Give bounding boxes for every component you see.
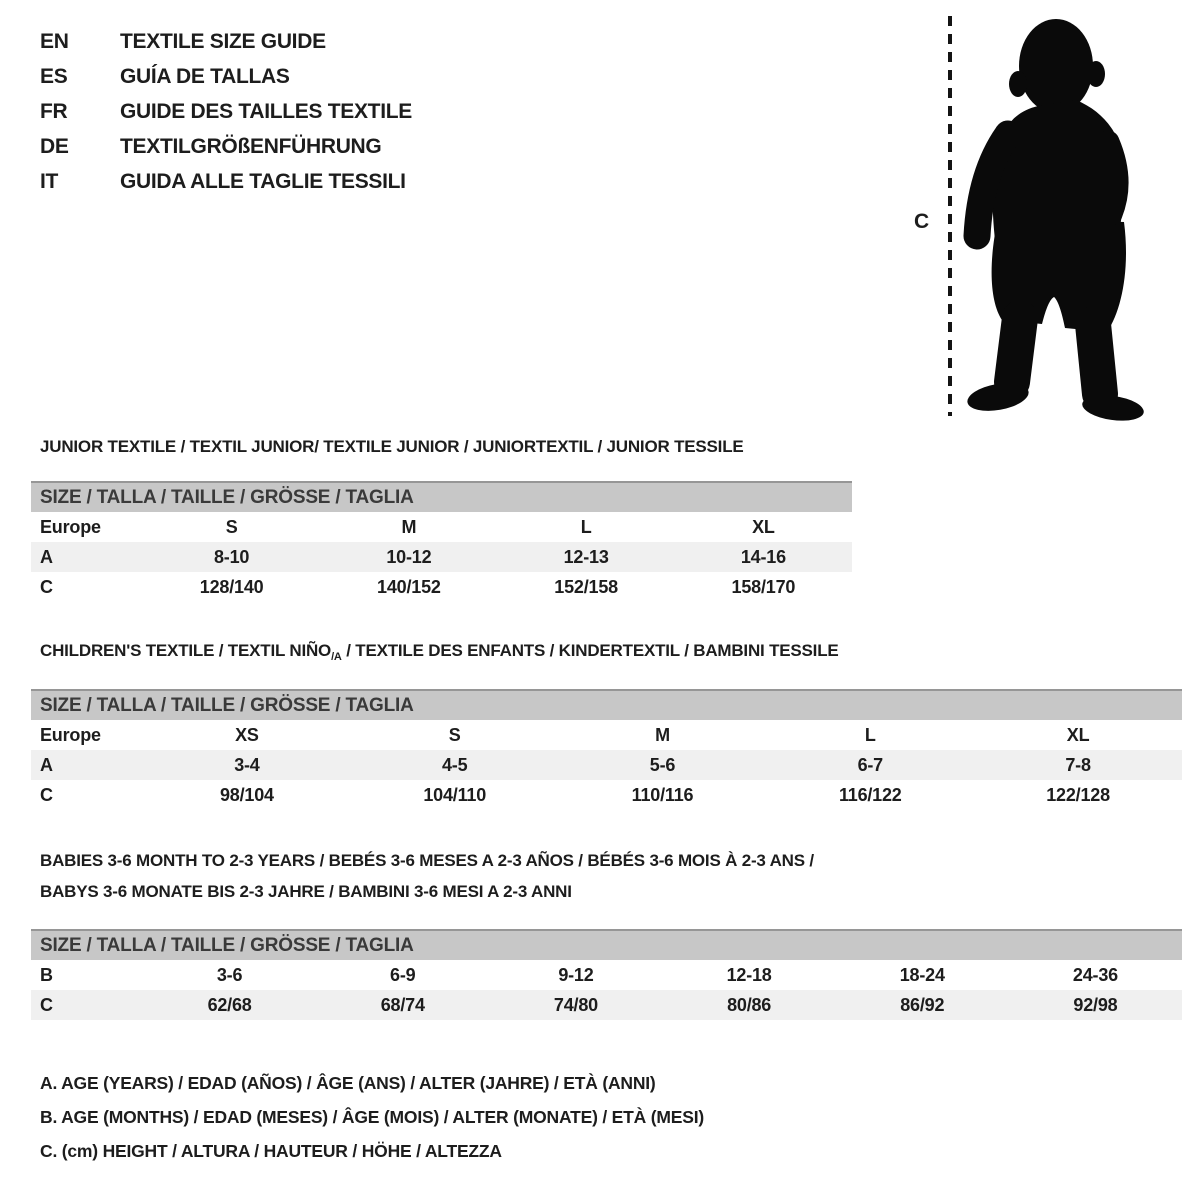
table-cell: 62/68 (207, 994, 252, 1015)
toddler-silhouette-icon (950, 10, 1146, 422)
table-cell: 3-4 (234, 754, 260, 775)
guide-title-es: GUÍA DE TALLAS (120, 64, 290, 88)
children-size-table (31, 689, 1182, 810)
table-cell: L (864, 724, 876, 745)
note-age-months: B. AGE (MONTHS) / EDAD (MESES) / ÂGE (MOIS) / ALTER (MONATE) / ETÀ (MESI) (40, 1107, 704, 1127)
table-cell: 14-16 (740, 546, 786, 567)
size-header-bar: SIZE / TALLA / TAILLE / GRÖSSE / TAGLIA (31, 481, 852, 512)
table-cell: 18-24 (899, 964, 945, 985)
lang-row-es (40, 59, 412, 94)
table-row-height (31, 780, 1182, 810)
table-cell: A (40, 546, 53, 567)
size-header-bar: SIZE / TALLA / TAILLE / GRÖSSE / TAGLIA (31, 689, 1182, 720)
guide-title-en: TEXTILE SIZE GUIDE (120, 29, 326, 53)
table-cell: 98/104 (219, 784, 274, 805)
table-cell: 3-6 (216, 964, 243, 985)
table-cell: L (580, 516, 592, 537)
table-cell: 92/98 (1073, 994, 1118, 1015)
table-cell: 110/116 (631, 784, 694, 805)
babies-heading-line1: BABIES 3-6 MONTH TO 2-3 YEARS / BEBÉS 3-6 MESES A 2-3 AÑOS / BÉBÉS 3-6 MOIS À 2-3 ANS / (40, 851, 814, 870)
children-heading-text: / TEXTILE DES ENFANTS / KINDERTEXTIL / BAMBINI TESSILE (341, 641, 839, 660)
language-title-list (40, 24, 412, 199)
guide-title-de: TEXTILGRÖßENFÜHRUNG (120, 134, 382, 158)
table-cell: 80/86 (727, 994, 772, 1015)
table-cell: Europe (40, 516, 101, 537)
table-cell: 12-18 (726, 964, 772, 985)
table-cell: C (40, 994, 53, 1015)
babies-size-table (31, 929, 1182, 1020)
children-heading-text: CHILDREN'S TEXTILE / TEXTIL NIÑO (40, 641, 332, 660)
table-cell: 10-12 (386, 546, 432, 567)
table-cell: 7-8 (1065, 754, 1091, 775)
table-cell: 128/140 (199, 576, 264, 597)
table-cell: 68/74 (380, 994, 425, 1015)
table-cell: 122/128 (1046, 784, 1110, 805)
table-row-age (31, 750, 1182, 780)
junior-size-table (31, 481, 852, 602)
table-cell: 86/92 (900, 994, 945, 1015)
lang-row-fr (40, 94, 412, 129)
table-cell: 116/122 (838, 784, 902, 805)
babies-heading-line2: BABYS 3-6 MONATE BIS 2-3 JAHRE / BAMBINI 3-6 MESI A 2-3 ANNI (40, 882, 572, 901)
size-header-bar: SIZE / TALLA / TAILLE / GRÖSSE / TAGLIA (31, 929, 1182, 960)
table-row-months (31, 960, 1182, 990)
table-cell: XL (752, 516, 775, 537)
table-cell: 6-7 (857, 754, 883, 775)
table-cell: B (40, 964, 53, 985)
table-cell: M (401, 516, 417, 537)
table-cell: 158/170 (731, 576, 796, 597)
table-cell: S (225, 516, 238, 537)
table-cell: S (448, 724, 461, 745)
table-row-sizes (31, 720, 1182, 750)
lang-row-de (40, 129, 412, 164)
table-cell: 74/80 (553, 994, 598, 1015)
table-row-age (31, 542, 852, 572)
note-height-cm: C. (cm) HEIGHT / ALTURA / HAUTEUR / HÖHE / ALTEZZA (40, 1141, 502, 1161)
lang-code: EN (40, 29, 69, 53)
table-cell: 24-36 (1072, 964, 1118, 985)
lang-code: DE (40, 134, 69, 158)
table-cell: 152/158 (554, 576, 618, 597)
table-cell: 8-10 (214, 546, 250, 567)
junior-section-heading: JUNIOR TEXTILE / TEXTIL JUNIOR/ TEXTILE JUNIOR / JUNIORTEXTIL / JUNIOR TESSILE (40, 437, 744, 456)
lang-row-it (40, 164, 412, 199)
babies-section-heading (40, 845, 814, 907)
table-cell: C (40, 576, 53, 597)
table-cell: 6-9 (390, 964, 416, 985)
lang-code: ES (40, 64, 68, 88)
table-cell: 9-12 (558, 964, 594, 985)
table-row-height (31, 990, 1182, 1020)
table-row-height (31, 572, 852, 602)
lang-code: IT (40, 169, 59, 193)
note-age-years: A. AGE (YEARS) / EDAD (AÑOS) / ÂGE (ANS) / ALTER (JAHRE) / ETÀ (ANNI) (40, 1073, 656, 1093)
children-heading-subscript: /A (331, 651, 342, 663)
table-cell: 12-13 (563, 546, 609, 567)
guide-title-it: GUIDA ALLE TAGLIE TESSILI (120, 169, 406, 193)
table-cell: M (655, 724, 670, 745)
table-cell: C (40, 784, 53, 805)
legend-notes (40, 1066, 704, 1168)
table-cell: 104/110 (423, 784, 487, 805)
children-section-heading (40, 641, 839, 663)
table-row-sizes (31, 512, 852, 542)
lang-code: FR (40, 99, 68, 123)
lang-row-en (40, 24, 412, 59)
guide-title-fr: GUIDE DES TAILLES TEXTILE (120, 99, 412, 123)
table-cell: 140/152 (377, 576, 441, 597)
height-measure-label: C (914, 210, 930, 233)
table-cell: XS (235, 724, 259, 745)
table-cell: 5-6 (649, 754, 676, 775)
table-cell: 4-5 (441, 754, 468, 775)
table-cell: A (40, 754, 53, 775)
table-cell: XL (1066, 724, 1090, 745)
table-cell: Europe (40, 724, 101, 745)
